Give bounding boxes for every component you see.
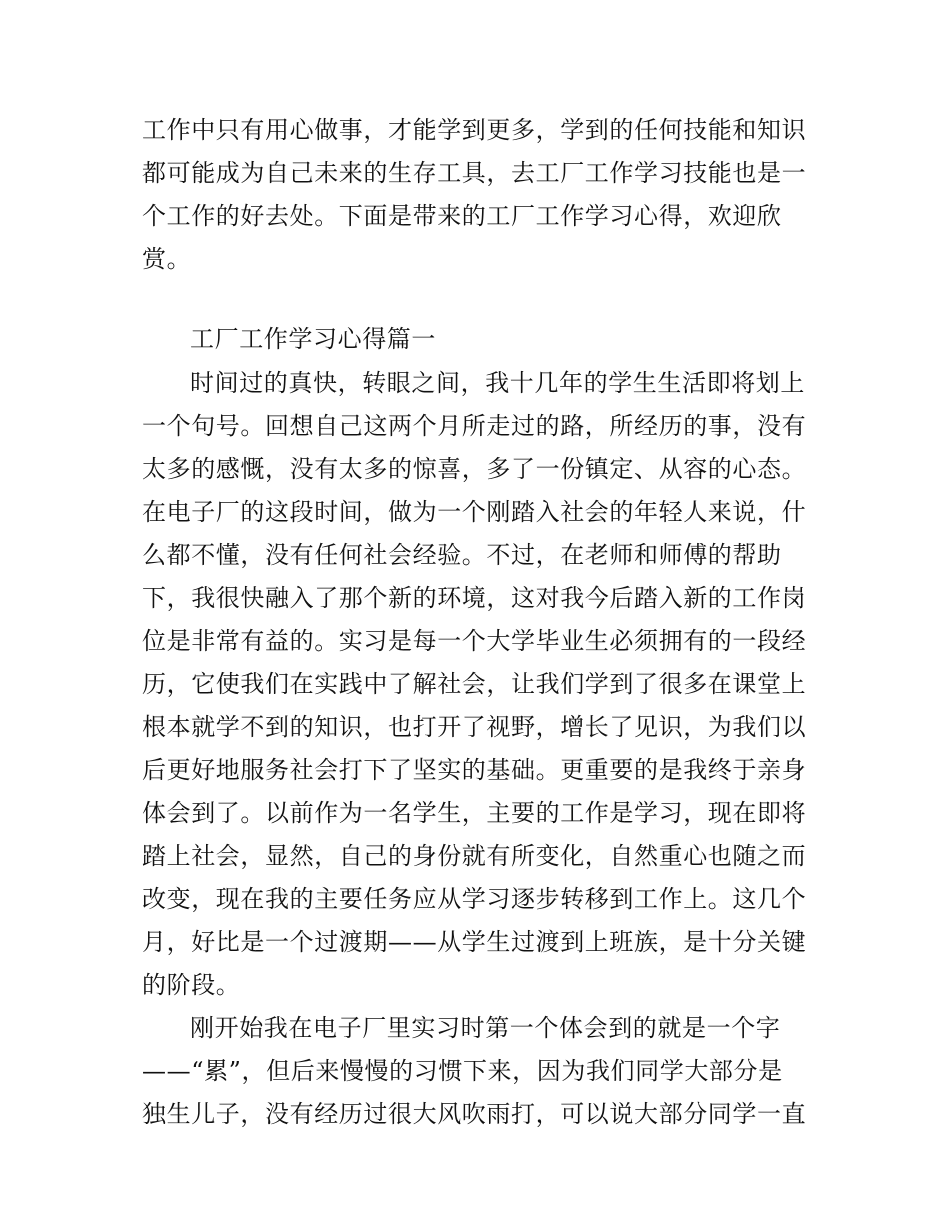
intro-line: 个工作的好去处。下面是带来的工厂工作学习心得，欢迎欣 <box>142 202 782 230</box>
paragraph-line: 下，我很快融入了那个新的环境，这对我今后踏入新的工作岗 <box>142 584 807 612</box>
paragraph-line: 一个句号。回想自己这两个月所走过的路，所经历的事，没有 <box>142 412 807 440</box>
paragraph-line: 踏上社会，显然，自己的身份就有所变化，自然重心也随之而 <box>142 842 807 870</box>
paragraph-line: 么都不懂，没有任何社会经验。不过，在老师和师傅的帮助 <box>142 541 782 569</box>
paragraph-line: 在电子厂的这段时间，做为一个刚踏入社会的年轻人来说，什 <box>142 498 807 526</box>
paragraph-line: 太多的感慨，没有太多的惊喜，多了一份镇定、从容的心态。 <box>142 455 807 483</box>
paragraph-line: 改变，现在我的主要任务应从学习逐步转移到工作上。这几个 <box>142 885 807 913</box>
intro-line: 工作中只有用心做事，才能学到更多，学到的任何技能和知识 <box>142 116 807 144</box>
paragraph-line: 历，它使我们在实践中了解社会，让我们学到了很多在课堂上 <box>142 670 807 698</box>
paragraph-line: 根本就学不到的知识，也打开了视野，增长了见识，为我们以 <box>142 713 807 741</box>
paragraph-line: 刚开始我在电子厂里实习时第一个体会到的就是一个字 <box>190 1014 781 1042</box>
paragraph-line: ——“累”，但后来慢慢的习惯下来，因为我们同学大部分是 <box>142 1057 783 1085</box>
intro-line: 赏。 <box>142 245 192 273</box>
paragraph-line: 时间过的真快，转眼之间，我十几年的学生生活即将划上 <box>190 369 805 397</box>
paragraph-line: 的阶段。 <box>142 971 241 999</box>
paragraph-line: 独生儿子，没有经历过很大风吹雨打，可以说大部分同学一直 <box>142 1100 807 1128</box>
paragraph-line: 月，好比是一个过渡期——从学生过渡到上班族，是十分关键 <box>142 928 807 956</box>
paragraph-line: 位是非常有益的。实习是每一个大学毕业生必须拥有的一段经 <box>142 627 807 655</box>
section-heading: 工厂工作学习心得篇一 <box>190 325 436 353</box>
paragraph-line: 后更好地服务社会打下了坚实的基础。更重要的是我终于亲身 <box>142 756 807 784</box>
intro-line: 都可能成为自己未来的生存工具，去工厂工作学习技能也是一 <box>142 159 807 187</box>
paragraph-line: 体会到了。以前作为一名学生，主要的工作是学习，现在即将 <box>142 799 807 827</box>
